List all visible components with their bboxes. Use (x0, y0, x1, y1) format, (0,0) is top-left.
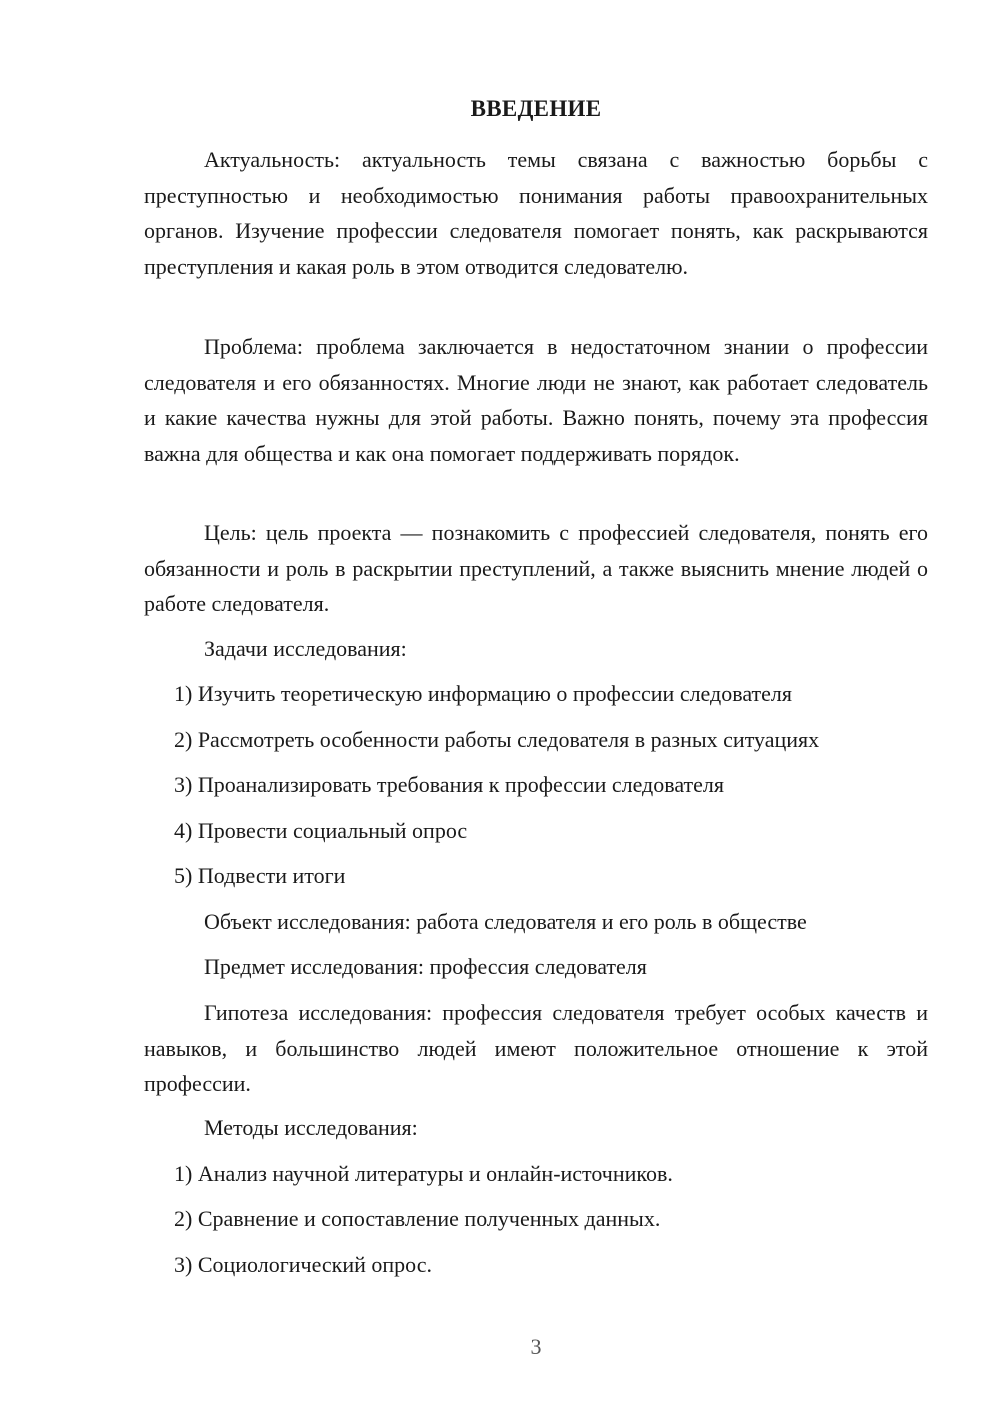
page-number: 3 (530, 1334, 542, 1359)
paragraph-relevance: Актуальность: актуальность темы связана с важностью борьбы с преступностью и необходимостью понимания работы правоохранительных органов. Изучение профессии следователя помогает понять, как раскрываются преступления и какая роль в этом отводится следователю. (144, 147, 928, 279)
page-title: ВВЕДЕНИЕ (470, 96, 602, 121)
method-item-3: 3) Социологический опрос. (174, 1252, 432, 1277)
paragraph-object: Объект исследования: работа следователя и его роль в обществе (204, 909, 807, 934)
task-item-1: 1) Изучить теоретическую информацию о профессии следователя (174, 681, 792, 706)
task-item-2: 2) Рассмотреть особенности работы следователя в разных ситуациях (174, 727, 820, 752)
tasks-heading: Задачи исследования: (204, 636, 407, 661)
task-item-3: 3) Проанализировать требования к профессии следователя (174, 772, 725, 797)
method-item-2: 2) Сравнение и сопоставление полученных данных. (174, 1206, 661, 1231)
paragraph-goal: Цель: цель проекта — познакомить с профессией следователя, понять его обязанности и роль в раскрытии преступлений, а также выяснить мнение людей о работе следователя. (144, 520, 928, 616)
task-item-4: 4) Провести социальный опрос (174, 818, 468, 843)
task-item-5: 5) Подвести итоги (174, 863, 346, 888)
paragraph-hypothesis: Гипотеза исследования: профессия следователя требует особых качеств и навыков, и большинство людей имеют положительное отношение к этой профессии. (144, 1000, 928, 1096)
method-item-1: 1) Анализ научной литературы и онлайн-источников. (174, 1161, 673, 1186)
paragraph-problem: Проблема: проблема заключается в недостаточном знании о профессии следователя и его обязанностях. Многие люди не знают, как работает следователь и какие качества нужны для этой работы. Важно понять, почему эта профессия важна для общества и как она помогает поддерживать порядок. (144, 334, 928, 466)
methods-heading: Методы исследования: (204, 1115, 418, 1140)
paragraph-subject: Предмет исследования: профессия следователя (204, 954, 647, 979)
